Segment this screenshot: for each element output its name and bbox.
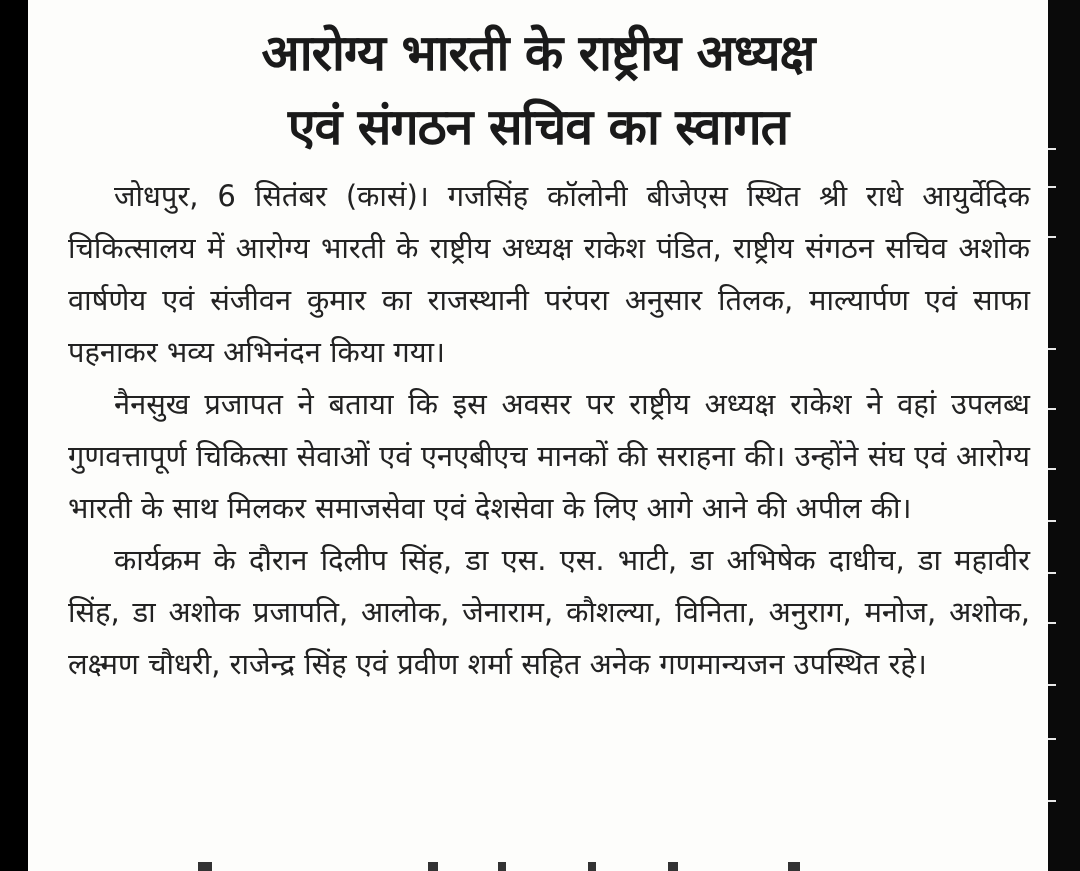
cut-off-text-fragment bbox=[428, 862, 438, 871]
headline-line-1: आरोग्य भारती के राष्ट्रीय अध्यक्ष bbox=[261, 24, 815, 82]
cut-off-next-line bbox=[28, 858, 1048, 871]
column-edge-mark bbox=[1048, 186, 1056, 188]
column-edge-mark bbox=[1048, 408, 1056, 410]
column-edge-mark bbox=[1048, 148, 1056, 150]
cut-off-text-fragment bbox=[198, 862, 212, 871]
newspaper-clipping bbox=[28, 0, 1048, 871]
column-edge-mark bbox=[1048, 468, 1056, 470]
column-edge-mark bbox=[1048, 622, 1056, 624]
article-body bbox=[68, 170, 1030, 690]
paragraph-3: कार्यक्रम के दौरान दिलीप सिंह, डा एस. एस. भाटी, डा अभिषेक दाधीच, डा महावीर सिंह, डा अशोक प्रजापति, आलोक, जेनाराम, कौशल्या, विनिता, अनुराग, मनोज, अशोक, लक्ष्मण चौधरी, राजेन्द्र सिंह एवं प्रवीण शर्मा सहित अनेक गणमान्यजन उपस्थित रहे। bbox=[68, 543, 1030, 681]
adjacent-column-edge bbox=[1048, 0, 1080, 871]
cut-off-text-fragment bbox=[668, 862, 678, 871]
column-edge-mark bbox=[1048, 348, 1056, 350]
cut-off-text-fragment bbox=[498, 862, 506, 871]
paragraph-2: नैनसुख प्रजापत ने बताया कि इस अवसर पर राष्ट्रीय अध्यक्ष राकेश ने वहां उपलब्ध गुणवत्तापूर्ण चिकित्सा सेवाओं एवं एनएबीएच मानकों की सराहना की। उन्होंने संघ एवं आरोग्य भारती के साथ मिलकर समाजसेवा एवं देशसेवा के लिए आगे आने की अपील की। bbox=[68, 387, 1030, 525]
paragraph-1: जोधपुर, 6 सितंबर (कासं)। गजसिंह कॉलोनी बीजेएस स्थित श्री राधे आयुर्वेदिक चिकित्सालय में आरोग्य भारती के राष्ट्रीय अध्यक्ष राकेश पंडित, राष्ट्रीय संगठन सचिव अशोक वार्षणेय एवं संजीवन कुमार का राजस्थानी परंपरा अनुसार तिलक, माल्यार्पण एवं साफा पहनाकर भव्य अभिनंदन किया गया। bbox=[68, 179, 1030, 369]
column-edge-mark bbox=[1048, 572, 1056, 574]
column-edge-mark bbox=[1048, 684, 1056, 686]
cut-off-text-fragment bbox=[788, 862, 800, 871]
headline-line-2: एवं संगठन सचिव का स्वागत bbox=[287, 98, 789, 156]
column-edge-mark bbox=[1048, 738, 1056, 740]
column-edge-mark bbox=[1048, 520, 1056, 522]
column-edge-mark bbox=[1048, 800, 1056, 802]
column-edge-mark bbox=[1048, 236, 1056, 238]
cut-off-text-fragment bbox=[588, 862, 596, 871]
